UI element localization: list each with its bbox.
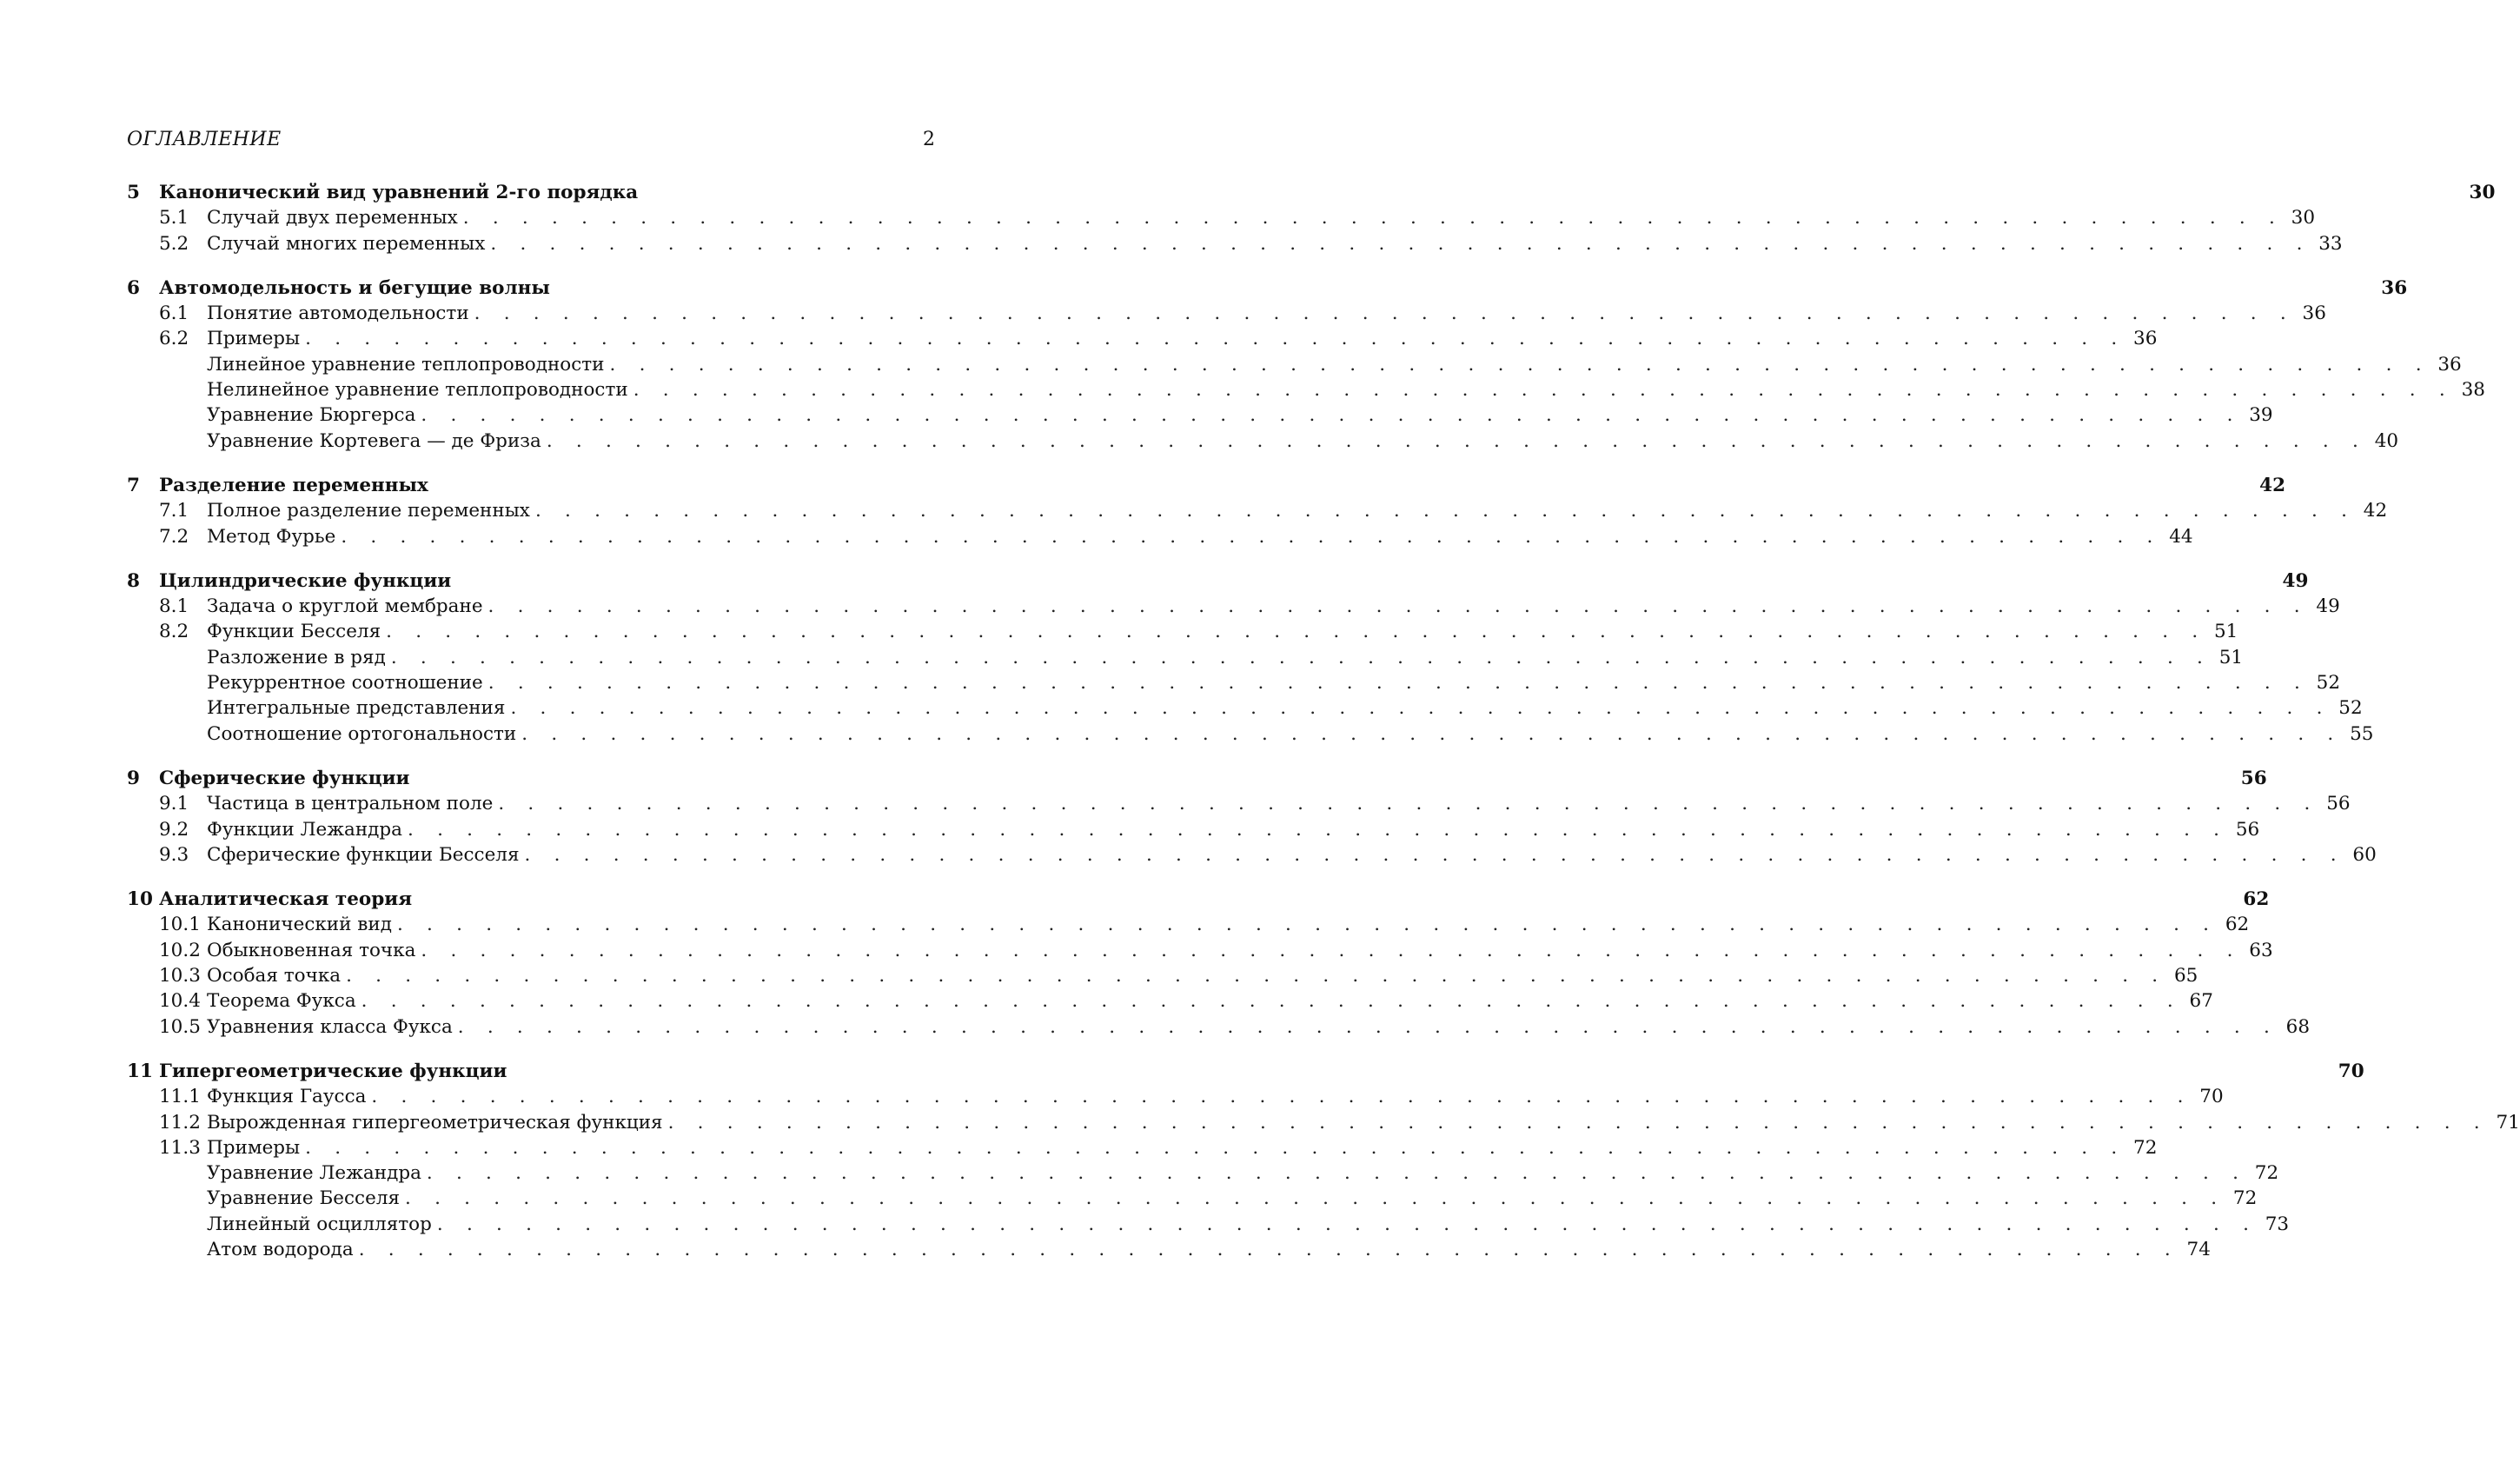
section-title: Примеры [207,1136,301,1159]
subsection-title: Уравнение Бесселя [207,1187,401,1210]
subsection-page-number: 36 [2437,353,2462,376]
toc-section-entry[interactable] [127,1135,2158,1160]
toc-section-entry[interactable] [127,594,2340,619]
section-number: 11.1 [159,1086,201,1108]
toc-chapter-entry[interactable] [127,766,2267,791]
subsection-page-number: 39 [2249,404,2273,427]
dot-leader: . . . . . . . . . . . . . . . . . . . . . . . . . . . . . . . . . . . . . . . . . . . . . . . . . . . . . . . . . . . . . . [490,232,2311,255]
section-title: Уравнения класса Фукса [207,1015,453,1038]
subsection-page-number: 55 [2350,722,2374,745]
subsection-title: Уравнение Бюргерса [207,404,416,427]
section-number: 9.2 [159,818,189,841]
toc-subsection-entry[interactable] [127,695,2363,721]
subsection-page-number: 74 [2186,1238,2211,1260]
chapter-number: 11 [127,1060,153,1082]
toc-section-entry[interactable] [127,1014,2310,1040]
toc-section-entry[interactable] [127,817,2260,842]
section-number: 8.1 [159,595,189,618]
toc-subsection-entry[interactable] [127,352,2462,377]
chapter-page-number: 42 [2259,474,2286,496]
chapter-page-number: 56 [2240,767,2267,789]
section-page-number: 36 [2302,303,2326,325]
chapter-page-number: 62 [2243,888,2270,911]
toc-section-entry[interactable] [127,231,2343,256]
dot-leader: . . . . . . . . . . . . . . . . . . . . . . . . . . . . . . . . . . . . . . . . . . . . . . . . . . . . . . . . . . . . . . [426,1162,2248,1185]
section-title: Теорема Фукса [207,990,356,1013]
toc-chapter [127,180,2496,256]
dot-leader: . . . . . . . . . . . . . . . . . . . . . . . . . . . . . . . . . . . . . . . . . . . . . . . . . . . . . . . . . . . . . . [524,843,2345,866]
toc-section-entry[interactable] [127,326,2158,351]
toc-subsection-entry[interactable] [127,1212,2290,1237]
dot-leader: . . . . . . . . . . . . . . . . . . . . . . . . . . . . . . . . . . . . . . . . . . . . . . . . . . . . . . . . . . . . . . [390,646,2212,668]
section-page-number: 56 [2326,793,2351,815]
toc-subsection-entry[interactable] [127,1160,2279,1186]
subsection-title: Уравнение Лежандра [207,1162,421,1185]
section-title: Функция Гаусса [207,1086,367,1108]
section-title: Примеры [207,328,301,350]
section-title: Канонический вид [207,914,392,936]
section-page-number: 67 [2189,990,2213,1013]
chapter-title: Автомодельность и бегущие волны [159,276,550,299]
section-title: Задача о круглой мембране [207,595,483,618]
toc-section-entry[interactable] [127,205,2316,230]
toc-subsection-entry[interactable] [127,402,2273,428]
dot-leader: . . . . . . . . . . . . . . . . . . . . . . . . . . . . . . . . . . . . . . . . . . . . . . . . . . . . . . . . . . . . . . [667,1111,2489,1134]
subsection-title: Соотношение ортогональности [207,722,517,745]
section-title: Вырожденная гипергеометрическая функция [207,1111,663,1134]
dot-leader: . . . . . . . . . . . . . . . . . . . . . . . . . . . . . . . . . . . . . . . . . . . . . . . . . . . . . . . . . . . . . . [396,914,2218,936]
running-header-title: ОГЛАВЛЕНИЕ [127,129,282,150]
subsection-page-number: 72 [2232,1187,2258,1210]
dot-leader: . . . . . . . . . . . . . . . . . . . . . . . . . . . . . . . . . . . . . . . . . . . . . . . . . . . . . . . . . . . . . . [487,672,2309,695]
chapter-page-number: 49 [2282,569,2309,592]
toc-chapter-entry[interactable] [127,473,2286,498]
chapter-number: 9 [127,767,140,789]
toc-section-entry[interactable] [127,524,2193,549]
toc-subsection-entry[interactable] [127,429,2399,454]
dot-leader: . . . . . . . . . . . . . . . . . . . . . . . . . . . . . . . . . . . . . . . . . . . . . . . . . . . . . . . . . . . . . . [462,207,2285,229]
dot-leader: . . . . . . . . . . . . . . . . . . . . . . . . . . . . . . . . . . . . . . . . . . . . . . . . . . . . . . . . . . . . . . [457,1015,2278,1038]
subsection-page-number: 52 [2338,697,2363,720]
dot-leader: . . . . . . . . . . . . . . . . . . . . . . . . . . . . . . . . . . . . . . . . . . . . . . . . . . . . . . . . . . . . . . [361,990,2182,1013]
toc-chapter-entry[interactable] [127,1059,2364,1084]
section-number: 6.2 [159,328,189,350]
section-page-number: 60 [2352,843,2377,866]
toc-chapter [127,473,2388,549]
toc-subsection-entry[interactable] [127,670,2340,695]
dot-leader: . . . . . . . . . . . . . . . . . . . . . . . . . . . . . . . . . . . . . . . . . . . . . . . . . . . . . . . . . . . . . . [386,621,2207,643]
chapter-title: Цилиндрические функции [159,569,452,592]
subsection-title: Нелинейное уравнение теплопроводности [207,379,628,402]
toc-chapter [127,276,2485,454]
section-title: Обыкновенная точка [207,939,416,961]
subsection-title: Разложение в ряд [207,646,386,668]
chapter-title: Сферические функции [159,767,410,789]
subsection-page-number: 40 [2374,429,2399,452]
section-title: Метод Фурье [207,525,336,548]
toc-section-entry[interactable] [127,1110,2520,1135]
section-page-number: 36 [2133,328,2158,350]
chapter-number: 10 [127,888,153,911]
section-title: Понятие автомодельности [207,303,469,325]
chapter-title: Канонический вид уравнений 2-го порядка [159,182,639,203]
section-title: Особая точка [207,965,342,987]
subsection-title: Интегральные представления [207,697,506,720]
dot-leader: . . . . . . . . . . . . . . . . . . . . . . . . . . . . . . . . . . . . . . . . . . . . . . . . . . . . . . . . . . . . . . [633,379,2454,402]
subsection-title: Рекуррентное соотношение [207,672,483,695]
subsection-page-number: 72 [2254,1162,2279,1185]
chapter-page-number: 70 [2338,1060,2364,1082]
dot-leader: . . . . . . . . . . . . . . . . . . . . . . . . . . . . . . . . . . . . . . . . . . . . . . . . . . . . . . . . . . . . . . [408,818,2229,841]
section-title: Функции Лежандра [207,818,402,841]
subsection-page-number: 73 [2265,1213,2290,1235]
toc-subsection-entry[interactable] [127,1186,2258,1211]
toc-chapter [127,568,2374,747]
section-number: 9.3 [159,843,189,866]
dot-leader: . . . . . . . . . . . . . . . . . . . . . . . . . . . . . . . . . . . . . . . . . . . . . . . . . . . . . . . . . . . . . . [371,1086,2192,1108]
toc-chapter [127,766,2377,868]
section-page-number: 70 [2199,1086,2224,1108]
chapter-number: 7 [127,474,140,496]
subsection-title: Линейный осциллятор [207,1213,432,1235]
dot-leader: . . . . . . . . . . . . . . . . . . . . . . . . . . . . . . . . . . . . . . . . . . . . . . . . . . . . . . . . . . . . . . [305,328,2126,350]
chapter-number: 6 [127,276,140,299]
chapter-title: Аналитическая теория [159,888,413,911]
section-page-number: 42 [2363,500,2388,522]
subsection-title: Атом водорода [207,1238,354,1260]
section-title: Случай многих переменных [207,232,486,255]
section-page-number: 65 [2173,965,2198,987]
section-number: 10.1 [159,914,201,936]
toc-section-entry[interactable] [127,988,2213,1014]
section-number: 7.1 [159,500,189,522]
subsection-page-number: 38 [2461,379,2485,402]
dot-leader: . . . . . . . . . . . . . . . . . . . . . . . . . . . . . . . . . . . . . . . . . . . . . . . . . . . . . . . . . . . . . . [609,353,2430,376]
chapter-title: Разделение переменных [159,474,428,496]
section-page-number: 56 [2235,818,2260,841]
chapter-title: Гипергеометрические функции [159,1060,507,1082]
section-number: 10.2 [159,939,201,961]
toc-section-entry[interactable] [127,619,2238,644]
section-page-number: 44 [2169,525,2193,548]
dot-leader: . . . . . . . . . . . . . . . . . . . . . . . . . . . . . . . . . . . . . . . . . . . . . . . . . . . . . . . . . . . . . . [474,303,2295,325]
table-of-contents [127,180,2520,1281]
subsection-page-number: 51 [2218,646,2244,668]
section-title: Функции Бесселя [207,621,381,643]
section-number: 7.2 [159,525,189,548]
section-title: Случай двух переменных [207,207,458,229]
chapter-page-number: 36 [2381,276,2408,299]
running-header-page-number: 2 [923,129,935,150]
dot-leader: . . . . . . . . . . . . . . . . . . . . . . . . . . . . . . . . . . . . . . . . . . . . . . . . . . . . . . . . . . . . . . [346,965,2167,987]
section-title: Полное разделение переменных [207,500,530,522]
dot-leader: . . . . . . . . . . . . . . . . . . . . . . . . . . . . . . . . . . . . . . . . . . . . . . . . . . . . . . . . . . . . . . [510,697,2331,720]
section-number: 11.3 [159,1136,201,1159]
toc-chapter-entry[interactable] [127,276,2408,301]
subsection-title: Уравнение Кортевега — де Фриза [207,429,541,452]
toc-section-entry[interactable] [127,301,2326,326]
toc-section-entry[interactable] [127,963,2198,988]
toc-subsection-entry[interactable] [127,645,2244,670]
chapter-number: 5 [127,182,140,203]
section-number: 8.2 [159,621,189,643]
dot-leader: . . . . . . . . . . . . . . . . . . . . . . . . . . . . . . . . . . . . . . . . . . . . . . . . . . . . . . . . . . . . . . [421,404,2242,427]
section-page-number: 30 [2291,207,2316,229]
section-number: 10.5 [159,1015,201,1038]
toc-section-entry[interactable] [127,1084,2224,1109]
dot-leader: . . . . . . . . . . . . . . . . . . . . . . . . . . . . . . . . . . . . . . . . . . . . . . . . . . . . . . . . . . . . . . [546,429,2368,452]
section-number: 10.3 [159,965,201,987]
dot-leader: . . . . . . . . . . . . . . . . . . . . . . . . . . . . . . . . . . . . . . . . . . . . . . . . . . . . . . . . . . . . . . [358,1238,2179,1260]
chapter-page-number: 30 [2469,182,2496,203]
dot-leader: . . . . . . . . . . . . . . . . . . . . . . . . . . . . . . . . . . . . . . . . . . . . . . . . . . . . . . . . . . . . . . [421,939,2242,961]
dot-leader: . . . . . . . . . . . . . . . . . . . . . . . . . . . . . . . . . . . . . . . . . . . . . . . . . . . . . . . . . . . . . . [341,525,2162,548]
dot-leader: . . . . . . . . . . . . . . . . . . . . . . . . . . . . . . . . . . . . . . . . . . . . . . . . . . . . . . . . . . . . . . [487,595,2309,618]
toc-section-entry[interactable] [127,498,2388,523]
toc-chapter [127,887,2310,1040]
toc-chapter [127,1059,2520,1262]
running-header [127,129,935,150]
toc-section-entry[interactable] [127,938,2273,963]
toc-section-entry[interactable] [127,842,2377,868]
toc-chapter-entry[interactable] [127,180,2496,205]
section-page-number: 72 [2133,1136,2158,1159]
dot-leader: . . . . . . . . . . . . . . . . . . . . . . . . . . . . . . . . . . . . . . . . . . . . . . . . . . . . . . . . . . . . . . [521,722,2343,745]
section-number: 11.2 [159,1111,201,1134]
toc-chapter-entry[interactable] [127,887,2270,912]
dot-leader: . . . . . . . . . . . . . . . . . . . . . . . . . . . . . . . . . . . . . . . . . . . . . . . . . . . . . . . . . . . . . . [405,1187,2226,1210]
section-title: Частица в центральном поле [207,793,494,815]
section-page-number: 63 [2249,939,2273,961]
toc-chapter-entry[interactable] [127,568,2309,594]
section-page-number: 51 [2214,621,2238,643]
section-number: 9.1 [159,793,189,815]
section-number: 5.2 [159,232,189,255]
section-page-number: 68 [2285,1015,2310,1038]
subsection-title: Линейное уравнение теплопроводности [207,353,605,376]
section-number: 10.4 [159,990,201,1013]
section-page-number: 62 [2225,914,2250,936]
chapter-number: 8 [127,569,140,592]
subsection-page-number: 52 [2316,672,2340,695]
section-page-number: 33 [2318,232,2343,255]
section-page-number: 49 [2316,595,2340,618]
section-page-number: 71 [2496,1111,2520,1134]
toc-subsection-entry[interactable] [127,377,2485,402]
dot-leader: . . . . . . . . . . . . . . . . . . . . . . . . . . . . . . . . . . . . . . . . . . . . . . . . . . . . . . . . . . . . . . [305,1136,2126,1159]
dot-leader: . . . . . . . . . . . . . . . . . . . . . . . . . . . . . . . . . . . . . . . . . . . . . . . . . . . . . . . . . . . . . . [498,793,2319,815]
toc-subsection-entry[interactable] [127,1237,2211,1262]
section-title: Сферические функции Бесселя [207,843,520,866]
toc-section-entry[interactable] [127,791,2351,816]
section-number: 6.1 [159,303,189,325]
dot-leader: . . . . . . . . . . . . . . . . . . . . . . . . . . . . . . . . . . . . . . . . . . . . . . . . . . . . . . . . . . . . . . [534,500,2357,522]
toc-section-entry[interactable] [127,912,2250,937]
toc-subsection-entry[interactable] [127,721,2374,747]
section-number: 5.1 [159,207,189,229]
dot-leader: . . . . . . . . . . . . . . . . . . . . . . . . . . . . . . . . . . . . . . . . . . . . . . . . . . . . . . . . . . . . . . [436,1213,2258,1235]
